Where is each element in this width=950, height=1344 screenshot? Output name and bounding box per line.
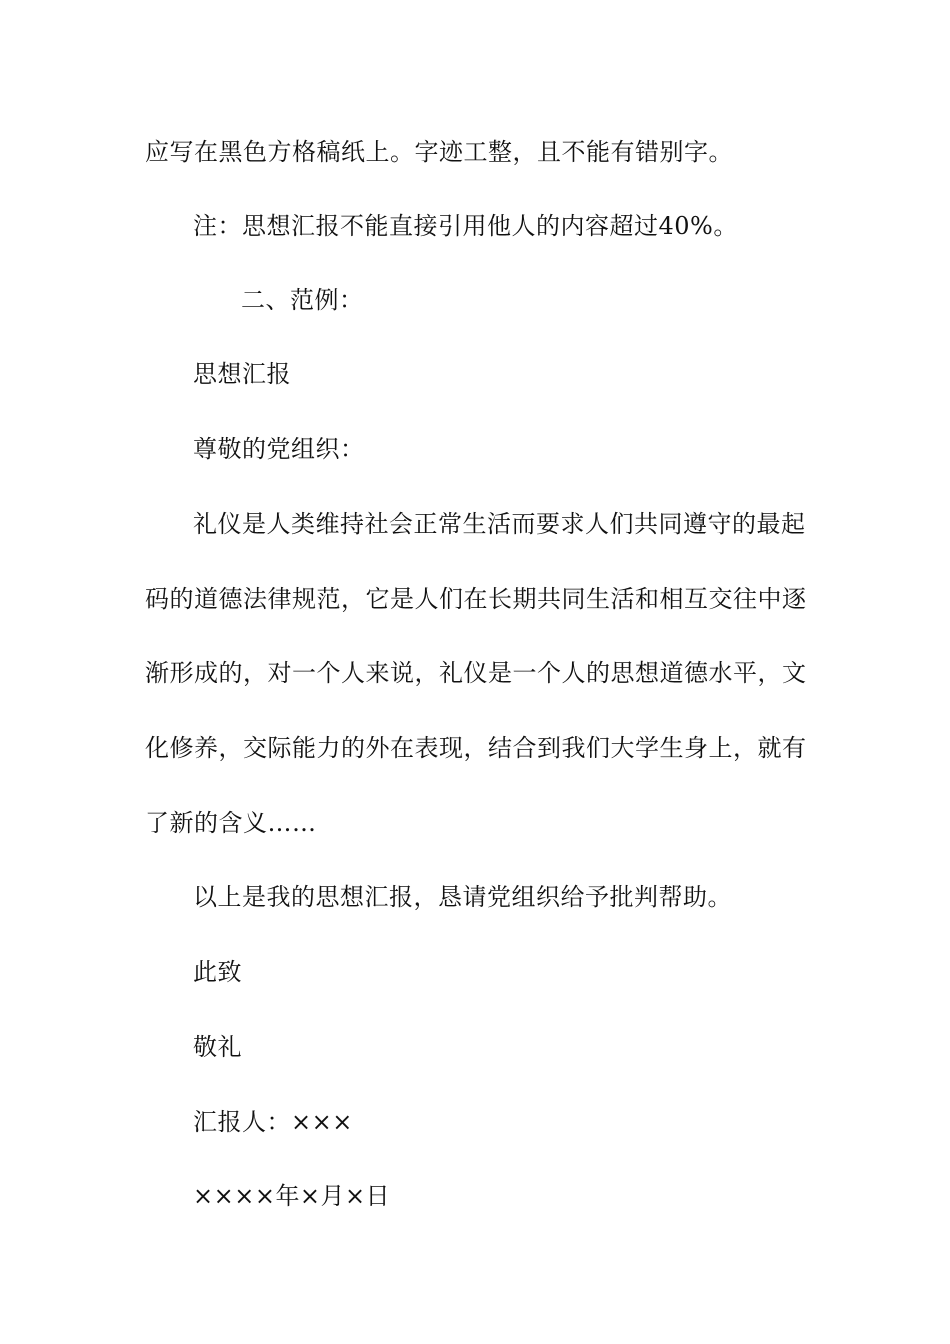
body-line-1: 礼仪是人类维持社会正常生活而要求人们共同遵守的最起: [193, 510, 806, 538]
closing-ci-zhi: 此致: [193, 958, 242, 986]
salutation: 尊敬的党组织：: [193, 435, 365, 463]
note-line: 注：思想汇报不能直接引用他人的内容超过40%。: [193, 212, 738, 240]
closing-statement: 以上是我的思想汇报，恳请党组织给予批判帮助。: [193, 883, 732, 911]
body-line-5: 了新的含义……: [145, 809, 317, 837]
body-line-2: 码的道德法律规范，它是人们在长期共同生活和相互交往中逐: [145, 585, 807, 613]
intro-line: 应写在黑色方格稿纸上。字迹工整，且不能有错别字。: [145, 138, 733, 166]
body-line-3: 渐形成的，对一个人来说，礼仪是一个人的思想道德水平，文: [145, 659, 807, 687]
reporter-line: 汇报人：×××: [193, 1108, 353, 1136]
date-line: ××××年×月×日: [193, 1182, 391, 1210]
report-title: 思想汇报: [193, 360, 291, 388]
section-heading: 二、范例：: [241, 286, 364, 314]
closing-jing-li: 敬礼: [193, 1033, 242, 1061]
body-line-4: 化修养，交际能力的外在表现，结合到我们大学生身上，就有: [145, 734, 807, 762]
